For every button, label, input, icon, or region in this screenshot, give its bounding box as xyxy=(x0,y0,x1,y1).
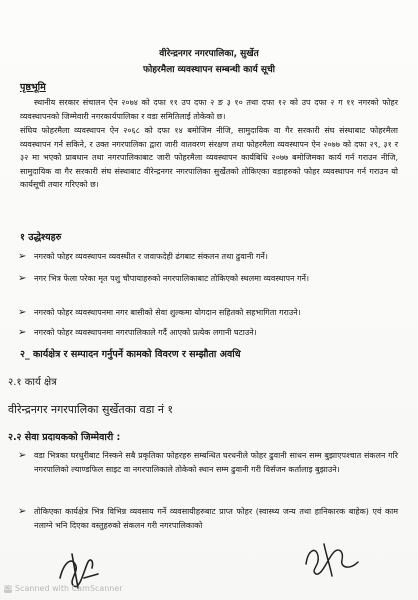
section-2-heading: २_ कार्यक्षेत्र र सम्पादन गर्नुपर्ने कामको विवरण र सम्झौता अवधि xyxy=(20,349,241,360)
section-2-1-heading: २.१ कार्य क्षेत्र xyxy=(8,377,57,388)
arrow-bullet-icon: ➢ xyxy=(18,307,27,318)
arrow-bullet-icon: ➢ xyxy=(18,251,27,262)
arrow-bullet-icon: ➢ xyxy=(18,450,27,461)
document-page: वीरेन्द्रनगर नगरपालिका, सुर्खेत फोहरमैला व्यवस्थापन सम्बन्धी कार्य सूची पृष्ठभूमि स्थानीय सरकार संचालन ऐन २०७४ को दफा ११ उप दफा २ ङ ३ १० तथा दफा १२ को उप दफा २ ग ११ नगरको फोहर व्यवस्थापनको जिम्मेवारी नगरकार्यपालिका र वडा समितिलाई तोकेको छ। संघिय फोहरमैला व्यवस्थापन ऐन २०६८ को दफा १४ बमोजिम नीजि, सामुदायिक वा गैर सरकारी संघ संस्थाबाट फोहरमैला व्यवस्थापन गर्न सकिने, र उक्त नगरपालिका द्वारा जारी वातवरण संरक्षण तथा फोहरमैला व्यवस्थापन ऐन २०७७ को दफा २९, ३१ र ३२ मा भएको प्राबधान तथा नगरपालिकाबाट जारी फोहरमैला व्यवस्थापन कार्यबिधि २०७७ बमोजिमका कार्य गर्न गराउन नीजि, सामुदायिक वा गैर सरकारी संघ संस्थाबाट वीरेन्द्रनगर नगरपालिका सुर्खेतको तोकिएका वडाहरुको फोहर व्यवस्थापन गर्न गराउन यो कार्यसूची तयार गरिएको छ। १ उद्धेश्यहरु ➢ नगरको फोहर व्यवस्थापन व्यवस्थीत र जवाफदेही ढंगबाट संकलन तथा ढुवानी गर्ने। ➢ नगर भित्र फेला परेका मृत पशु चौपायाहरुको नगरपालिकाबाट तोकिएको स्थलमा व्यवस्थापन गर्ने। ➢ नगरको फोहर व्यवस्थापनमा नगर बासीको सेवा शुल्कमा योगदान सहितको सहभागिता गराउने। ➢ नगरको फोहर व्यवस्थापनमा नगरपालिकाले गर्दै आएको प्रत्येक लगानी घटाउने। २_ कार्यक्षेत्र र सम्पादन गर्नुपर्ने कामको विवरण र सम्झौता अवधि २.१ कार्य क्षेत्र वीरेन्द्रनगर नगरपालिका सुर्खेतका वडा नं १ २.२ सेवा प्रदायकको जिम्मेवारी : ➢ वडा भित्रका घरधुरीबाट निस्कने सबै प्रकृतिका फोहरहरु सम्बन्धित घरधनीले फोहर ढुवानी साधन सम्म बुझाएपश्चात संकलन गरि नगरपालिको ल्याण्डफिल साइट वा नगरपालिकाले तोकेको स्थान सम्म ढुवानी गरी विर्सजन कर्तालाइ बुझाउने। ➢ तोकिएका कार्यक्षेत्र भित्र विभिन्न व्यवसाय गर्ने व्यवसायीहरुबाट प्राप्त फोहर (स्वास्थ्य जन्य तथा हानिकारक बाहेक) एवं काम नलाग्ने भनि दिएका वस्तुहरुको संकलन गरी नगरपालिकाको CS Scanned with CamScanner xyxy=(0,0,418,600)
arrow-bullet-icon: ➢ xyxy=(18,327,27,338)
background-heading: पृष्ठभूमि xyxy=(20,82,46,93)
municipality-title: वीरेन्द्रनगर नगरपालिका, सुर्खेत xyxy=(159,49,259,59)
document-title: फोहरमैला व्यवस्थापन सम्बन्धी कार्य सूची xyxy=(143,65,275,75)
background-paragraph-2: संघिय फोहरमैला व्यवस्थापन ऐन २०६८ को दफा १४ बमोजिम नीजि, सामुदायिक वा गैर सरकारी संघ संस्थाबाट फोहरमैला व्यवस्थापन गर्न सकिने, र उक्त नगरपालिका द्वारा जारी वातवरण संरक्षण तथा फोहरमैला व्यवस्थापन ऐन २०७७ को दफा २९, ३१ र ३२ मा भएको प्राबधान तथा नगरपालिकाबाट जारी फोहरमैला व्यवस्थापन कार्यबिधि २०७७ बमोजिमका कार्य गर्न गराउन नीजि, सामुदायिक वा गैर सरकारी संघ संस्थाबाट वीरेन्द्रनगर नगरपालिका सुर्खेतको तोकिएका वडाहरुको फोहर व्यवस्थापन गर्न गराउन यो कार्यसूची तयार गरिएको छ। xyxy=(20,126,398,190)
arrow-bullet-icon: ➢ xyxy=(18,506,27,517)
watermark-text: Scanned with CamScanner xyxy=(15,584,123,593)
arrow-bullet-icon: ➢ xyxy=(18,273,27,284)
section-2-2-heading: २.२ सेवा प्रदायकको जिम्मेवारी : xyxy=(8,432,121,443)
signature-right xyxy=(300,540,364,580)
scanner-watermark xyxy=(4,584,123,593)
objectives-heading: १ उद्धेश्यहरु xyxy=(20,232,62,243)
work-area: वीरेन्द्रनगर नगरपालिका सुर्खेतका वडा नं १ xyxy=(8,403,174,416)
background-paragraph-1: स्थानीय सरकार संचालन ऐन २०७४ को दफा ११ उप दफा २ ङ ३ १० तथा दफा १२ को उप दफा २ ग ११ नगरको फोहर व्यवस्थापनको जिम्मेवारी नगरकार्यपालिका र वडा समितिलाई तोकेको छ। xyxy=(20,98,398,121)
camscanner-logo-icon: CS xyxy=(4,584,12,592)
